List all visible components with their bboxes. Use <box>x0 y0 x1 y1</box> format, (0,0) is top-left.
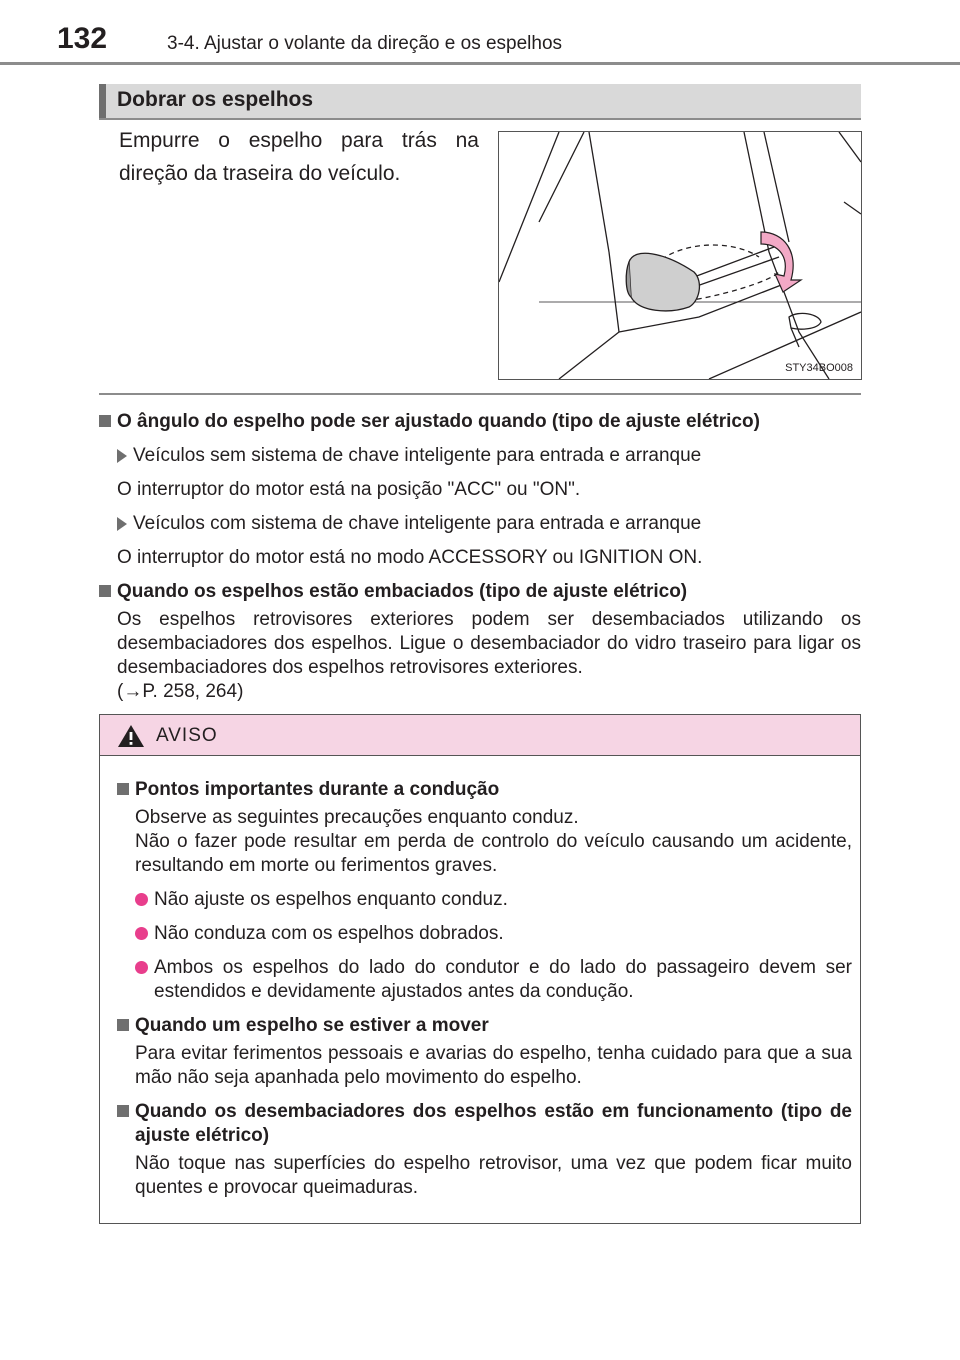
note-heading-text: Quando os espelhos estão embaciados (tipo de ajuste elétrico) <box>117 581 688 602</box>
note-heading-fogged-mirrors <box>99 580 861 604</box>
warning-bullet <box>135 888 852 912</box>
circle-bullet-icon <box>135 927 148 940</box>
intro-paragraph: Empurre o espelho para trás na direção da traseira do veículo. <box>119 129 479 185</box>
condition-result: O interruptor do motor está no modo ACCESSORY ou IGNITION ON. <box>117 547 703 568</box>
square-bullet-icon <box>117 783 129 795</box>
warning-bullet <box>135 956 852 1004</box>
bullet-text: Não conduza com os espelhos dobrados. <box>154 923 504 944</box>
warning-text: Não o fazer pode resultar em perda de controlo do veículo causando um acidente, resultando em morte ou ferimentos graves. <box>135 831 852 876</box>
square-bullet-icon <box>117 1019 129 1031</box>
chapter-title: 3-4. Ajustar o volante da direção e os espelhos <box>167 33 563 54</box>
header-divider <box>0 62 960 65</box>
bullet-text: Não ajuste os espelhos enquanto conduz. <box>154 889 508 910</box>
mirror-illustration-svg <box>499 132 861 379</box>
warning-heading-driving <box>117 778 852 802</box>
section-accent <box>99 84 106 118</box>
triangle-bullet-icon <box>117 517 127 531</box>
section-heading-bar <box>99 84 861 120</box>
square-bullet-icon <box>99 415 111 427</box>
condition-text: Veículos com sistema de chave inteligente para entrada e arranque <box>133 513 702 534</box>
note-heading-text: O ângulo do espelho pode ser ajustado quando (tipo de ajuste elétrico) <box>117 411 760 432</box>
square-bullet-icon <box>99 585 111 597</box>
square-bullet-icon <box>117 1105 129 1117</box>
warning-heading-moving-mirror <box>117 1014 852 1038</box>
warning-heading-text: Quando os desembaciadores dos espelhos estão em funcionamento (tipo de ajuste elétrico) <box>135 1101 852 1146</box>
page-reference: (→P. 258, 264) <box>117 681 244 702</box>
circle-bullet-icon <box>135 961 148 974</box>
warning-box <box>99 714 861 1224</box>
page-header <box>0 0 960 70</box>
figure-code: STY34BO008 <box>785 362 853 374</box>
section-title: Dobrar os espelhos <box>117 88 314 111</box>
warning-header <box>100 715 860 756</box>
warning-label: AVISO <box>156 725 218 746</box>
warning-heading-text: Quando um espelho se estiver a mover <box>135 1015 489 1036</box>
warning-heading-defoggers <box>117 1100 852 1148</box>
bullet-text: Ambos os espelhos do lado do condutor e do lado do passageiro devem ser estendidos e devidamente ajustados antes da condução. <box>154 957 852 1002</box>
page-number: 132 <box>57 22 108 55</box>
condition-without-smart-key <box>117 444 861 468</box>
section-divider <box>99 393 861 395</box>
note-heading-mirror-angle <box>99 410 861 434</box>
condition-result: O interruptor do motor está na posição "ACC" ou "ON". <box>117 479 581 500</box>
triangle-bullet-icon <box>117 449 127 463</box>
warning-triangle-icon <box>117 724 145 748</box>
condition-text: Veículos sem sistema de chave inteligente para entrada e arranque <box>133 445 702 466</box>
warning-content <box>100 756 860 1200</box>
notes-section <box>99 410 861 704</box>
mirror-folding-illustration <box>498 131 862 380</box>
warning-bullet <box>135 922 852 946</box>
warning-text: Para evitar ferimentos pessoais e avarias do espelho, tenha cuidado para que a sua mão não seja apanhada pelo movimento do espelho. <box>135 1043 852 1088</box>
condition-with-smart-key <box>117 512 861 536</box>
warning-text: Não toque nas superfícies do espelho retrovisor, uma vez que podem ficar muito quentes e provocar queimaduras. <box>135 1153 852 1198</box>
circle-bullet-icon <box>135 893 148 906</box>
defogger-paragraph: Os espelhos retrovisores exteriores podem ser desembaciados utilizando os desembaciadores dos espelhos. Ligue o desembaciador do vidro traseiro para ligar os desembaciadores dos espelhos retrovisores exteriores. <box>117 609 861 678</box>
warning-text: Observe as seguintes precauções enquanto conduz. <box>135 807 579 828</box>
warning-heading-text: Pontos importantes durante a condução <box>135 779 500 800</box>
